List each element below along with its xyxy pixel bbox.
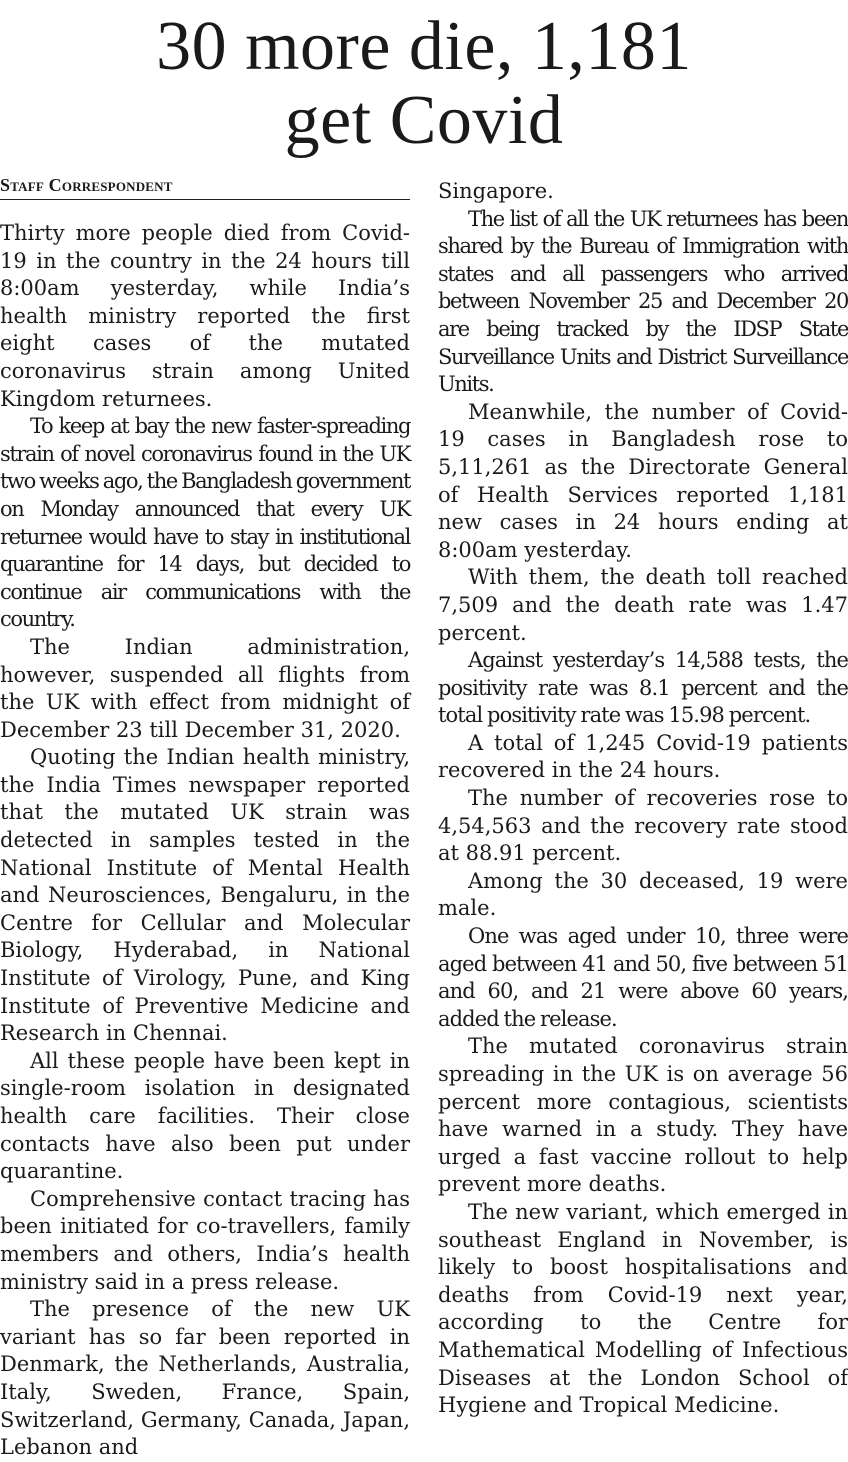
paragraph: Comprehensive contact tracing has been initiated for co-travellers, family members and others, India’s health ministry said in a press release. xyxy=(0,1186,410,1294)
headline-line-2: get Covid xyxy=(284,82,564,159)
headline-line-1: 30 more die, 1,181 xyxy=(156,8,692,85)
paragraph: The mutated coronavirus strain spreading in the UK is on average 56 percent more contagious, scientists have warned in a study. They have urged a fast vaccine rollout to help prevent more deaths. xyxy=(438,1034,848,1197)
paragraph: One was aged under 10, three were aged between 41 and 50, five between 51 and 60, and 21 were above 60 years, added the release. xyxy=(438,924,848,1031)
paragraph: The number of recoveries rose to 4,54,563 and the recovery rate stood at 88.91 percent. xyxy=(438,786,848,866)
paragraph: Meanwhile, the number of Covid-19 cases in Bangladesh rose to 5,11,261 as the Directorate General of Health Services reported 1,181 new cases in 24 hours ending at 8:00am yesterday. xyxy=(438,399,848,562)
paragraph: Among the 30 deceased, 19 were male. xyxy=(438,868,848,921)
byline: Staff Correspondent xyxy=(0,175,410,200)
paragraph: The Indian administration, however, suspended all flights from the UK with effect from midnight of December 23 till December 31, 2020. xyxy=(0,634,410,742)
paragraph: To keep at bay the new faster-spreading strain of novel coronavirus found in the UK two weeks ago, the Bangladesh government on Monday announced that every UK returnee would have to stay in institutional quarantine for 14 days, but decided to continue air communications with the country. xyxy=(0,414,410,632)
left-column xyxy=(0,220,410,1462)
paragraph: Against yesterday’s 14,588 tests, the positivity rate was 8.1 percent and the total positivity rate was 15.98 percent. xyxy=(438,648,848,728)
paragraph: The list of all the UK returnees has been shared by the Bureau of Immigration with states and all passengers who arrived between November 25 and December 20 are being tracked by the IDSP State Surveillance Units and District Surveillance Units. xyxy=(438,206,848,397)
paragraph: With them, the death toll reached 7,509 and the death rate was 1.47 percent. xyxy=(438,565,848,645)
paragraph: All these people have been kept in single-room isolation in designated health care facilities. Their close contacts have also been put under quarantine. xyxy=(0,1048,410,1184)
headline xyxy=(0,10,848,158)
paragraph: The new variant, which emerged in southeast England in November, is likely to boost hospitalisations and deaths from Covid-19 next year, according to the Centre for Mathematical Modelling of Infectious Diseases at the London School of Hygiene and Tropical Medicine. xyxy=(438,1199,848,1418)
paragraph: Quoting the Indian health ministry, the India Times newspaper reported that the mutated UK strain was detected in samples tested in the National Institute of Mental Health and Neurosciences, Bengaluru, in the Centre for Cellular and Molecular Biology, Hyderabad, in National Institute of Virology, Pune, and King Institute of Preventive Medicine and Research in Chennai. xyxy=(0,745,410,1046)
paragraph: Singapore. xyxy=(438,179,554,203)
right-column xyxy=(438,178,848,1420)
paragraph: A total of 1,245 Covid-19 patients recovered in the 24 hours. xyxy=(438,730,848,783)
paragraph: Thirty more people died from Covid-19 in the country in the 24 hours till 8:00am yesterday, while India’s health ministry reported the first eight cases of the mutated coronavirus strain among United Kingdom returnees. xyxy=(0,221,410,411)
paragraph: The presence of the new UK variant has so far been reported in Denmark, the Netherlands, Australia, Italy, Sweden, France, Spain, Switzerland, Germany, Canada, Japan, Lebanon and xyxy=(0,1297,410,1460)
